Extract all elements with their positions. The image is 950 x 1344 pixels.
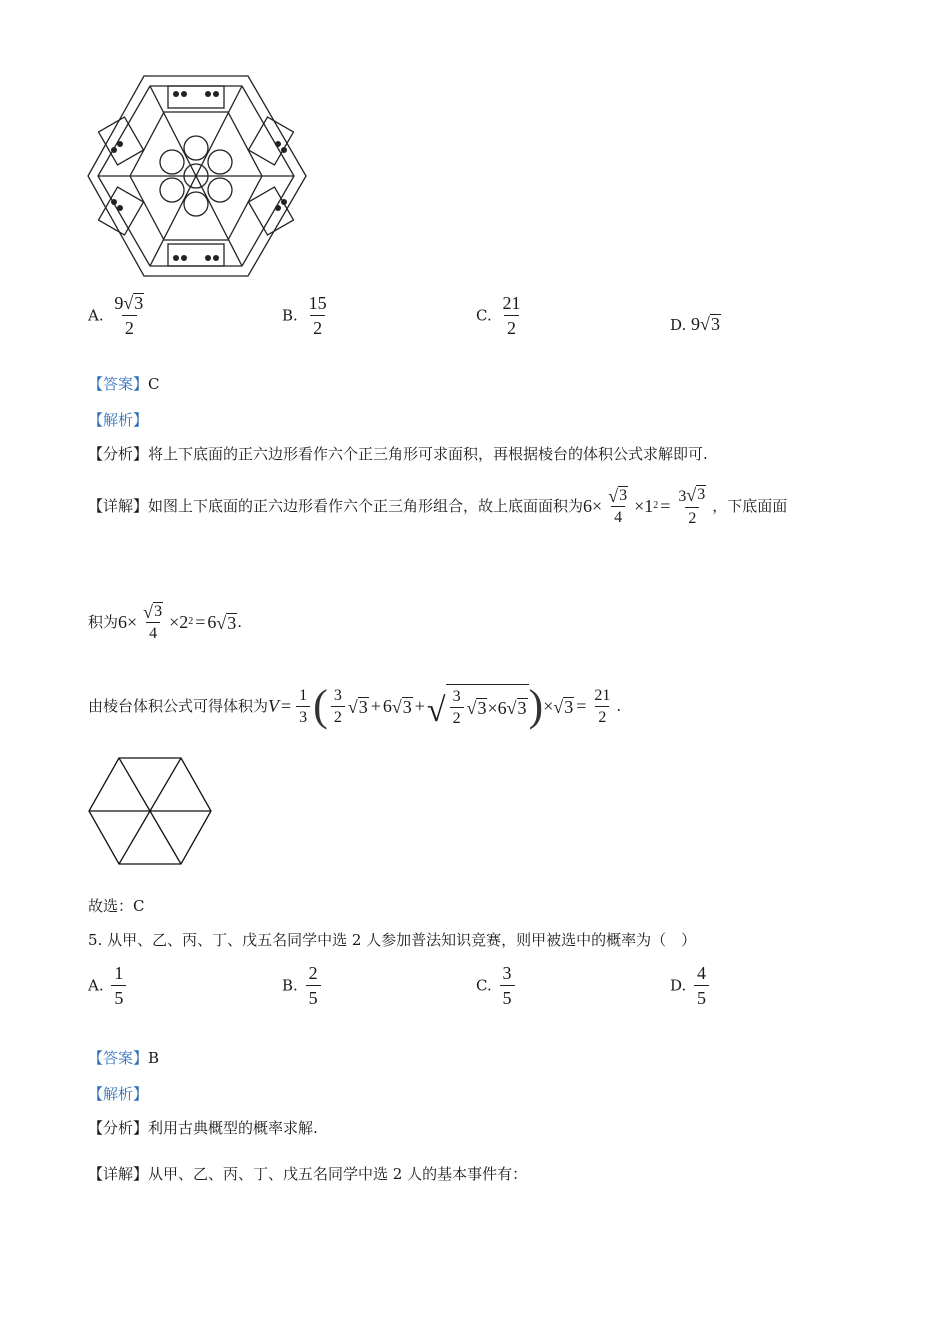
q5-xiangjie: 【详解】从甲、乙、丙、丁、戊五名同学中选 2 人的基本事件有： — [88, 1165, 528, 1183]
q5-analysis-tag: 【解析】 — [88, 1085, 149, 1103]
q4-option-b: B. $\frac{15}{2}$ — [282, 293, 327, 338]
q4-xiangjie-line3: 由棱台体积公式可得体积为 V = $\frac{1}{3}$ ( $\frac{3}{2}$ √ 3 + 6 √ 3 + √ $\frac{3}{2}$ √ 3 × 6 √ 3 ) × √ 3 = $\frac{21}{2}$ . — [88, 681, 622, 730]
hexagon-frame-figure — [84, 72, 316, 282]
q4-xiangjie-line2: 积为 6 × √ 3 4 × 2 2 = 6 √ 3 . — [88, 601, 243, 642]
q4-option-c: C. $\frac{21}{2}$ — [476, 293, 521, 338]
q4-answer: 【答案】C — [88, 375, 160, 393]
q5-question: 5. 从甲、乙、丙、丁、戊五名同学中选 2 人参加普法知识竞赛，则甲被选中的概率为（ ） — [88, 931, 697, 949]
hexagon-triangles-figure — [86, 756, 214, 866]
q4-option-d: D. 9 √ 3 — [670, 314, 720, 334]
q4-option-a: A. 9 √ 3 2 — [88, 293, 144, 338]
lower-area-formula: 6 × √ 3 4 × 2 2 = 6 √ 3 — [118, 601, 237, 642]
q4-fenxi: 【分析】将上下底面的正六边形看作六个正三角形可求面积，再根据棱台的体积公式求解即可. — [88, 445, 708, 463]
upper-area-formula: 6 × √ 3 4 × 1 2 = 3 √ 3 2 — [583, 484, 706, 527]
q5-option-a: A. $\frac{1}{5}$ — [88, 962, 129, 1009]
q4-xiangjie-line1: 【详解】 如图上下底面的正六边形看作六个正三角形组合，故上底面面积为 6 × √ 3 4 × 1 2 = 3 √ 3 2 ，下底面面 — [88, 484, 788, 527]
q5-answer: 【答案】B — [88, 1049, 160, 1067]
q4-analysis-tag: 【解析】 — [88, 411, 149, 429]
volume-formula: V = $\frac{1}{3}$ ( $\frac{3}{2}$ √ 3 + 6 √ 3 + √ $\frac{3}{2}$ √ 3 × 6 √ 3 ) × √ 3 = $\frac{21}{2}$ — [268, 681, 611, 730]
q4-choose: 故选：C — [88, 897, 145, 915]
q5-option-d: D. $\frac{4}{5}$ — [670, 962, 712, 1009]
q5-fenxi: 【分析】利用古典概型的概率求解. — [88, 1119, 318, 1137]
q5-option-c: C. $\frac{3}{5}$ — [476, 962, 518, 1009]
q5-option-b: B. $\frac{2}{5}$ — [282, 962, 324, 1009]
